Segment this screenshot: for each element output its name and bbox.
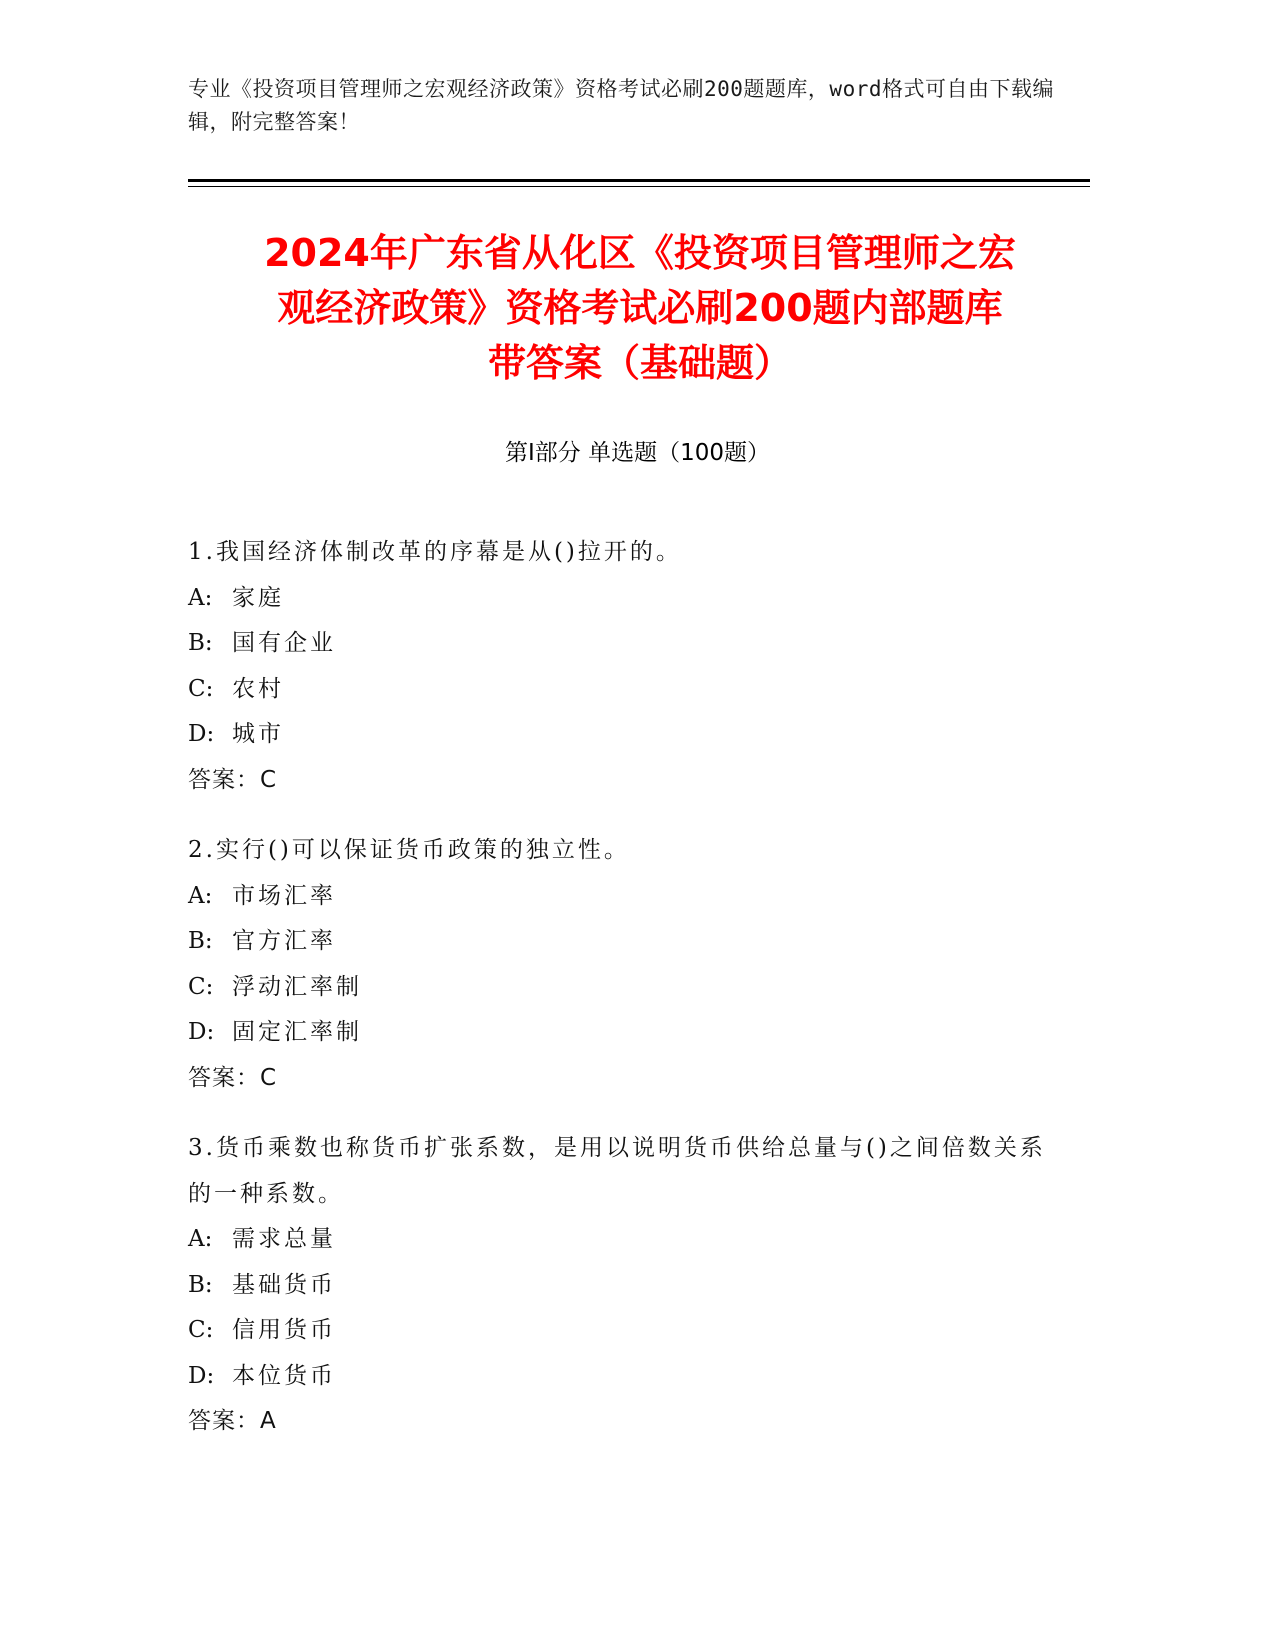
option-b — [188, 919, 1068, 965]
option-d — [188, 1354, 1068, 1400]
option-letter: A: — [188, 882, 213, 909]
option-text: 农村 — [232, 675, 284, 702]
option-a — [188, 576, 1068, 622]
document-title — [120, 226, 1160, 391]
title-line-3: 带答案（基础题） — [487, 341, 792, 385]
question-stem: 1.我国经济体制改革的序幕是从()拉开的。 — [188, 539, 682, 565]
option-text: 市场汇率 — [232, 882, 336, 909]
header-note: 专业《投资项目管理师之宏观经济政策》资格考试必刷200题题库，word格式可自由下载编辑，附完整答案！ — [188, 77, 1054, 134]
option-c — [188, 1308, 1068, 1354]
question-stem: 3.货币乘数也称货币扩张系数，是用以说明货币供给总量与()之间倍数关系的一种系数。 — [188, 1135, 1046, 1207]
option-text: 基础货币 — [232, 1271, 336, 1298]
option-b — [188, 621, 1068, 667]
option-text: 浮动汇率制 — [232, 973, 362, 1000]
option-text: 官方汇率 — [232, 928, 336, 954]
header-divider-thin — [188, 186, 1090, 187]
answer-line: 答案：C — [188, 1064, 278, 1091]
option-text: 家庭 — [232, 584, 284, 611]
option-letter: C: — [188, 1317, 214, 1343]
option-letter: C: — [188, 973, 214, 1000]
option-letter: A: — [188, 1226, 213, 1252]
question-3 — [188, 1126, 1068, 1445]
option-letter: B: — [188, 630, 213, 656]
section-heading: 第I部分 单选题（100题） — [505, 440, 770, 466]
option-text: 国有企业 — [232, 630, 336, 656]
option-text: 需求总量 — [232, 1226, 336, 1252]
option-letter: D: — [188, 1362, 215, 1389]
title-line-2: 观经济政策》资格考试必刷200题内部题库 — [277, 286, 1003, 330]
question-stem: 2.实行()可以保证货币政策的独立性。 — [188, 837, 630, 863]
option-letter: D: — [188, 1019, 215, 1045]
option-letter: B: — [188, 1271, 213, 1298]
option-letter: C: — [188, 675, 214, 702]
question-2 — [188, 828, 1068, 1101]
option-text: 城市 — [232, 721, 284, 747]
option-d — [188, 1010, 1068, 1056]
option-text: 本位货币 — [232, 1362, 336, 1389]
question-1 — [188, 530, 1068, 803]
option-a — [188, 1217, 1068, 1263]
option-c — [188, 965, 1068, 1011]
answer-line: 答案：A — [188, 1408, 277, 1434]
answer-line: 答案：C — [188, 766, 278, 793]
option-b — [188, 1263, 1068, 1309]
option-text: 信用货币 — [232, 1317, 336, 1343]
option-letter: A: — [188, 584, 213, 611]
option-letter: B: — [188, 928, 213, 954]
option-a — [188, 874, 1068, 920]
option-letter: D: — [188, 721, 215, 747]
title-line-1: 2024年广东省从化区《投资项目管理师之宏 — [264, 231, 1016, 275]
header-divider-thick — [188, 179, 1090, 182]
option-c — [188, 667, 1068, 713]
option-text: 固定汇率制 — [232, 1019, 362, 1045]
option-d — [188, 712, 1068, 758]
question-list — [188, 530, 1068, 1470]
